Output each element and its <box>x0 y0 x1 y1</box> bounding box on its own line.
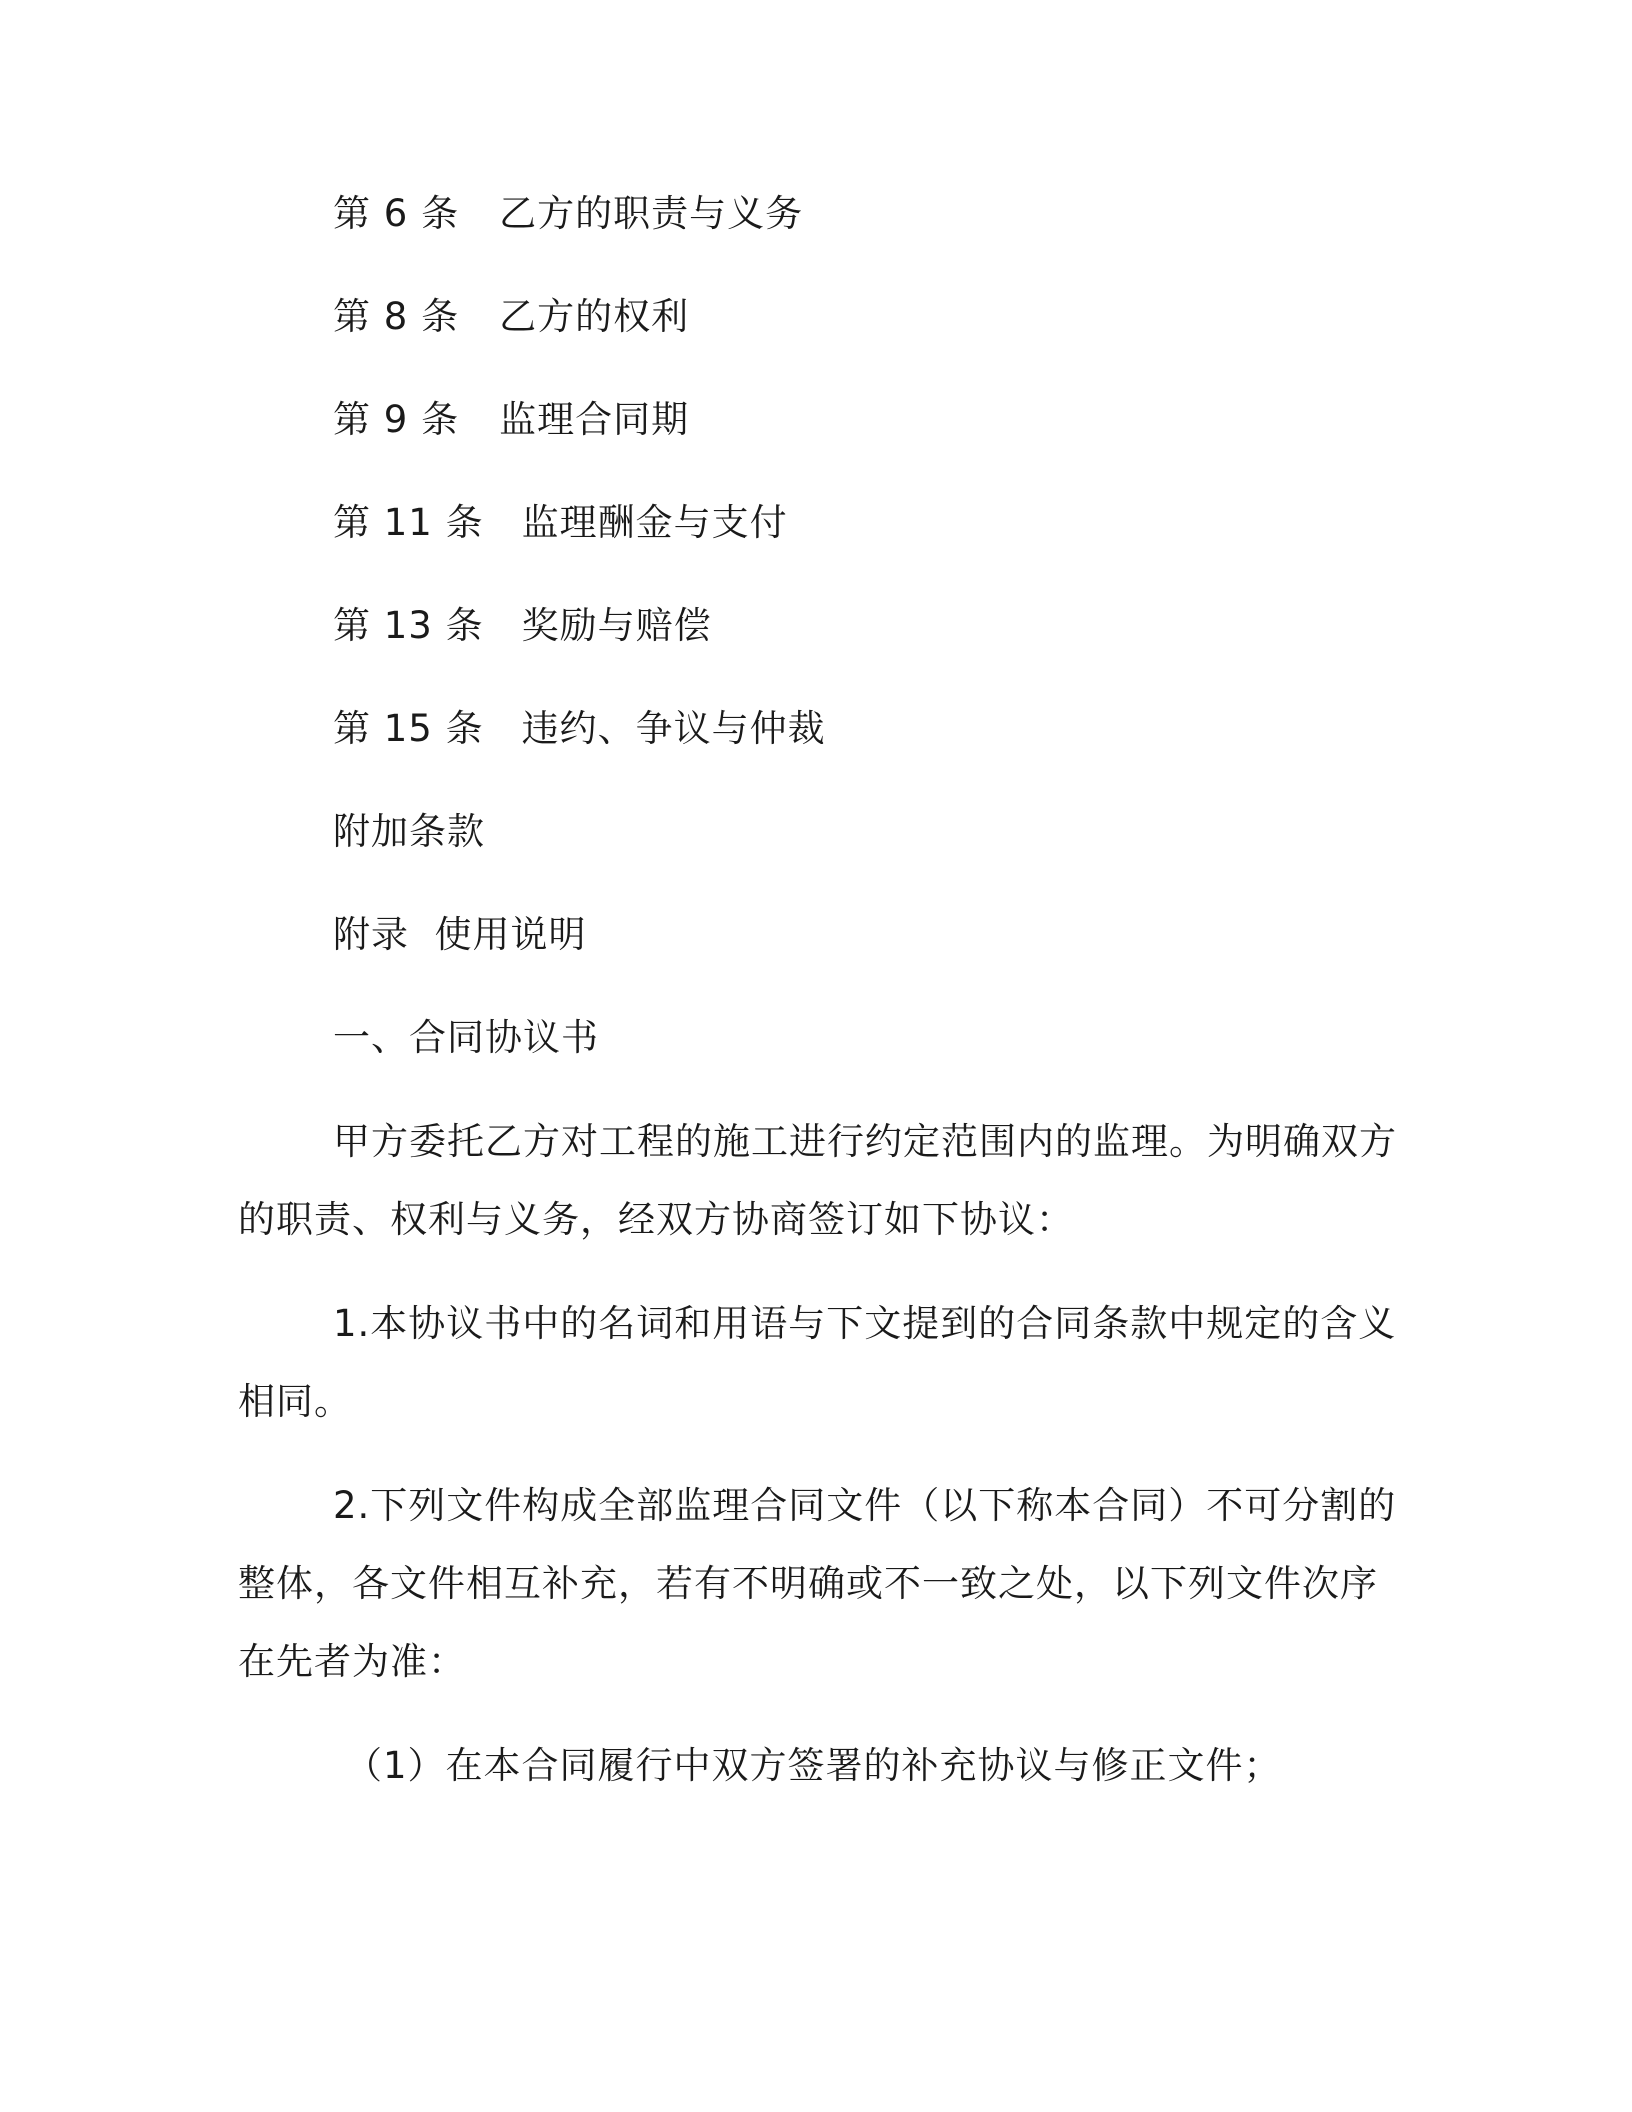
toc-article-number: 第 9 条 <box>333 398 460 441</box>
toc-article-title: 监理酬金与支付 <box>521 501 788 544</box>
toc-appendix: 附录 使用说明 <box>333 913 587 956</box>
toc-entry-article-8 <box>333 295 689 339</box>
list-item-1: （1）在本合同履行中双方签署的补充协议与修正文件； <box>345 1744 1282 1787</box>
toc-article-number: 第 15 条 <box>333 707 484 750</box>
toc-article-title: 乙方的职责与义务 <box>499 192 804 235</box>
clause-2-line-3: 在先者为准： <box>238 1640 466 1683</box>
toc-article-title: 监理合同期 <box>499 398 690 441</box>
toc-article-title: 违约、争议与仲裁 <box>521 707 826 750</box>
toc-entry-article-15 <box>333 707 826 751</box>
toc-article-title: 奖励与赔偿 <box>521 604 712 647</box>
toc-entry-article-13 <box>333 604 712 648</box>
toc-article-number: 第 13 条 <box>333 604 484 647</box>
toc-entry-article-11 <box>333 501 788 545</box>
toc-article-number: 第 11 条 <box>333 501 484 544</box>
toc-entry-article-6 <box>333 192 803 236</box>
clause-2-line-2: 整体，各文件相互补充，若有不明确或不一致之处，以下列文件次序 <box>238 1562 1378 1605</box>
clause-1-line-1: 1.本协议书中的名词和用语与下文提到的合同条款中规定的含义 <box>333 1302 1397 1345</box>
section-heading: 一、合同协议书 <box>333 1016 599 1059</box>
toc-entry-article-9 <box>333 398 689 442</box>
toc-article-number: 第 8 条 <box>333 295 460 338</box>
toc-article-title: 乙方的权利 <box>499 295 690 338</box>
toc-extra-clauses: 附加条款 <box>333 810 485 853</box>
intro-paragraph-line-1: 甲方委托乙方对工程的施工进行约定范围内的监理。为明确双方 <box>333 1120 1397 1163</box>
intro-paragraph-line-2: 的职责、权利与义务，经双方协商签订如下协议： <box>238 1198 1074 1241</box>
clause-1-line-2: 相同。 <box>238 1380 352 1423</box>
toc-article-number: 第 6 条 <box>333 192 460 235</box>
clause-2-line-1: 2.下列文件构成全部监理合同文件（以下称本合同）不可分割的 <box>333 1484 1397 1527</box>
